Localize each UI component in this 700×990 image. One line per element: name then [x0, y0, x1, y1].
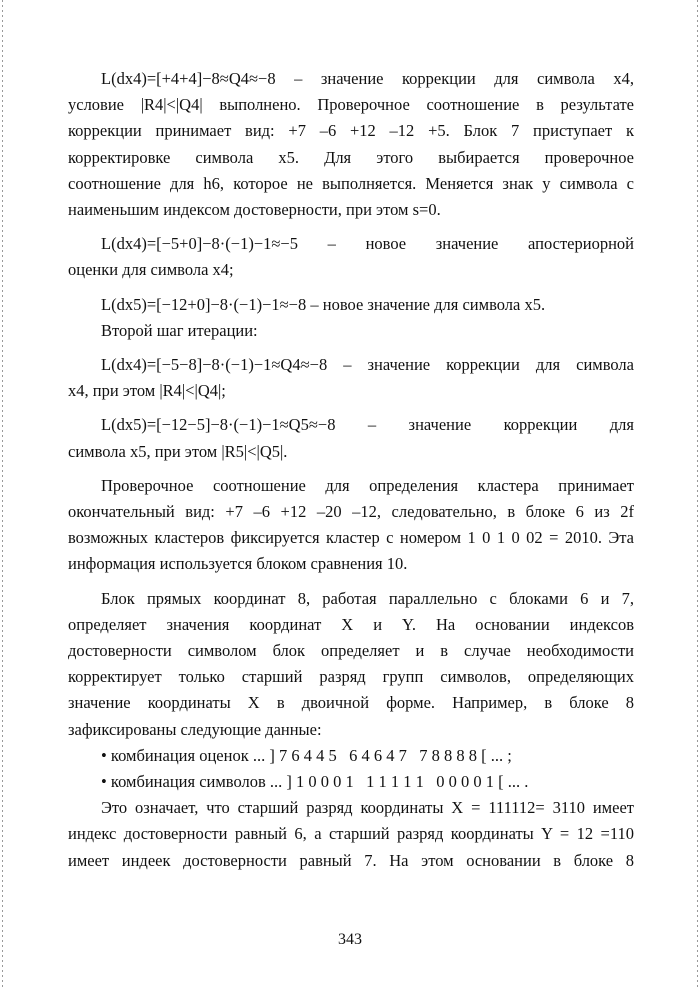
line-16: окончательный вид: +7 –6 +12 –20 –12, следовательно, в блоке 6 из 2f	[68, 502, 634, 522]
line-22: корректирует только старший разряд групп символов, определяющих	[68, 667, 634, 687]
bullet-symbols: • комбинация символов ... ] 1 0 0 0 1 1 1 1 1 1 0 0 0 0 1 [ ... .	[101, 772, 529, 792]
line-23: значение координаты X в двоичной форме. Например, в блоке 8	[68, 693, 634, 713]
line-14: символа x5, при этом |R5|<|Q5|.	[68, 441, 288, 461]
right-edge-dots	[697, 0, 698, 990]
line-6: наименьшим индексом достоверности, при этом s=0.	[68, 200, 441, 220]
line-7: L(dx4)=[−5+0]−8·(−1)−1≈−5 – новое значение апостериорной	[101, 234, 634, 254]
line-11: L(dx4)=[−5−8]−8·(−1)−1≈Q4≈−8 – значение коррекции для символа	[101, 355, 634, 375]
line-2: условие |R4|<|Q4| выполнено. Проверочное соотношение в результате	[68, 95, 634, 115]
line-15: Проверочное соотношение для определения кластера принимает	[101, 475, 634, 495]
line-28: индекс достоверности равный 6, а старший разряд координаты Y = 12 =110	[68, 824, 634, 844]
line-9: L(dx5)=[−12+0]−8·(−1)−1≈−8 – новое значение для символа x5.	[101, 294, 546, 314]
body-text	[68, 66, 634, 874]
line-27: Это означает, что старший разряд координаты X = 111112= 3110 имеет	[101, 798, 634, 818]
line-20: определяет значения координат X и Y. На основании индексов	[68, 614, 634, 634]
line-3: коррекции принимает вид: +7 –6 +12 –12 +5. Блок 7 приступает к	[68, 121, 634, 141]
line-8: оценки для символа x4;	[68, 260, 234, 280]
line-5: соотношение для h6, которое не выполняется. Меняется знак у символа с	[68, 173, 634, 193]
left-edge-dots	[2, 0, 3, 990]
line-29: имеет индеек достоверности равный 7. На этом основании в блоке 8	[68, 850, 634, 870]
line-18: информация используется блоком сравнения 10.	[68, 554, 408, 574]
line-21: достоверности символом блок определяет и в случае необходимости	[68, 641, 634, 661]
line-12: x4, при этом |R4|<|Q4|;	[68, 381, 226, 401]
line-1: L(dx4)=[+4+4]−8≈Q4≈−8 – значение коррекции для символа x4,	[101, 69, 634, 88]
line-10: Второй шаг итерации:	[101, 320, 258, 340]
line-17: возможных кластеров фиксируется кластер с номером 1 0 1 0 02 = 2010. Эта	[68, 528, 634, 548]
line-13: L(dx5)=[−12−5]−8·(−1)−1≈Q5≈−8 – значение коррекции для	[101, 415, 634, 435]
line-4: корректировке символа x5. Для этого выбирается проверочное	[68, 147, 634, 167]
line-24: зафиксированы следующие данные:	[68, 719, 322, 739]
page-number: 343	[338, 931, 362, 948]
line-19: Блок прямых координат 8, работая параллельно с блоками 6 и 7,	[101, 588, 634, 608]
bullet-estimates: • комбинация оценок ... ] 7 6 4 4 5 6 4 6 4 7 7 8 8 8 8 [ ... ;	[101, 745, 512, 765]
